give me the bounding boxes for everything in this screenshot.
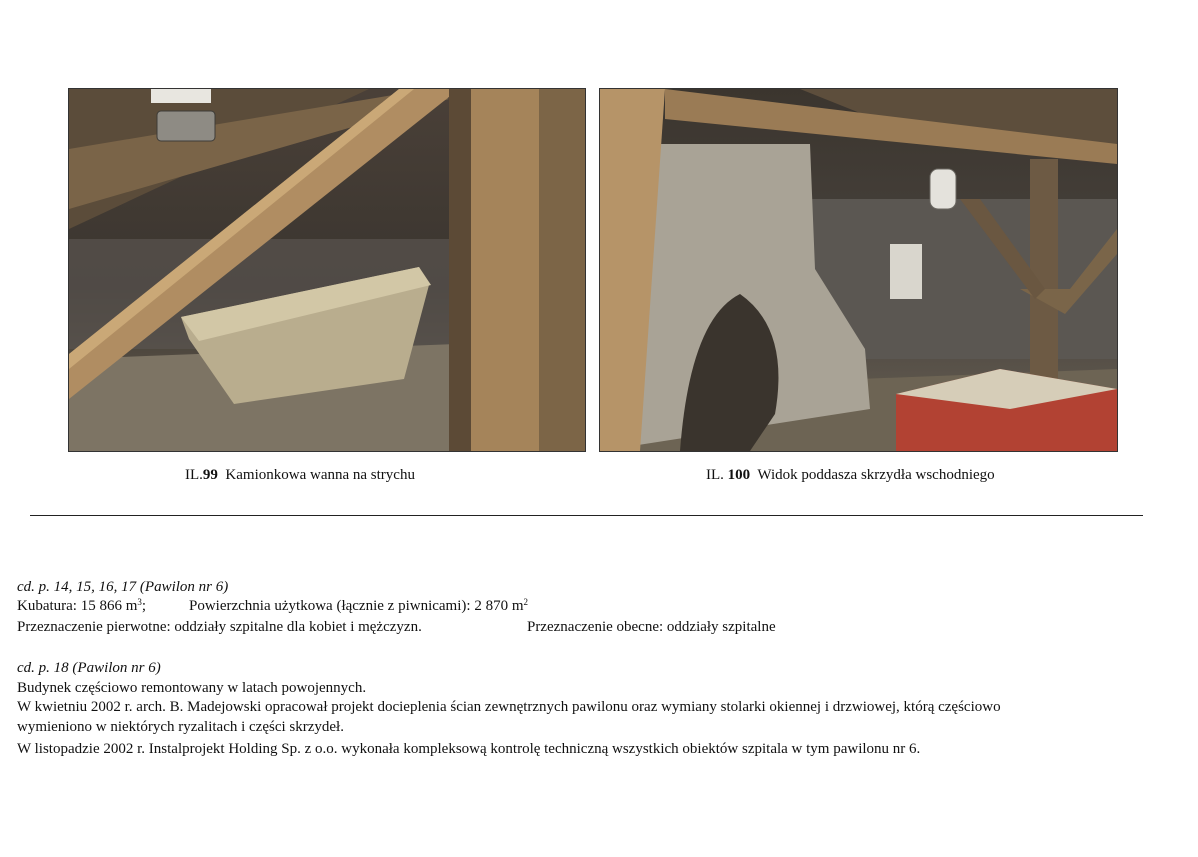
przeznaczenie-obecne: Przeznaczenie obecne: oddziały szpitalne: [527, 619, 776, 635]
figure-label-prefix: IL.: [706, 467, 724, 483]
powierzchnia-line: [189, 597, 528, 615]
figure-caption-99: [185, 467, 415, 484]
photo-attic-image: [600, 89, 1117, 451]
kubatura-line: [17, 597, 146, 615]
figure-caption-100: [706, 467, 995, 484]
figure-caption-text: Widok poddasza skrzydła wschodniego: [757, 467, 995, 483]
kubatura-unit-exponent: 3: [137, 597, 142, 607]
powierzchnia-label: Powierzchnia użytkowa (łącznie z piwnicami):: [189, 598, 471, 614]
section2-reference: cd. p. 18 (Pawilon nr 6): [17, 660, 161, 676]
photo-bathtub-attic: [68, 88, 586, 452]
kubatura-label: Kubatura:: [17, 598, 77, 614]
section2-line2: W kwietniu 2002 r. arch. B. Madejowski opracował projekt docieplenia ścian zewnętrznych pawilonu oraz wymiany stolarki okiennej i drzwiowej, którą częściowo: [17, 699, 1001, 715]
figure-number: 99: [202, 467, 218, 483]
section2-line4: W listopadzie 2002 r. Instalprojekt Holding Sp. z o.o. wykonała kompleksową kontrolę techniczną wszystkich obiektów szpitala w tym pawilonu nr 6.: [17, 741, 921, 757]
figure-number: 100: [727, 467, 751, 483]
section2-line1: Budynek częściowo remontowany w latach powojennych.: [17, 680, 367, 696]
kubatura-value: 15 866 m: [80, 598, 138, 614]
photo-bathtub-image: [69, 89, 585, 451]
powierzchnia-unit-exponent: 2: [523, 597, 528, 607]
section2-line3: wymieniono w niektórych ryzalitach i części skrzydeł.: [17, 719, 344, 735]
powierzchnia-value: 2 870 m: [474, 598, 524, 614]
horizontal-divider: [30, 515, 1143, 516]
przeznaczenie-pierwotne: Przeznaczenie pierwotne: oddziały szpitalne dla kobiet i mężczyzn.: [17, 619, 422, 635]
figure-label-prefix: IL.: [185, 467, 203, 483]
photo-attic-view: [599, 88, 1118, 452]
section1-reference: cd. p. 14, 15, 16, 17 (Pawilon nr 6): [17, 579, 229, 595]
kubatura-separator: ;: [141, 598, 147, 614]
figure-caption-text: Kamionkowa wanna na strychu: [225, 467, 415, 483]
